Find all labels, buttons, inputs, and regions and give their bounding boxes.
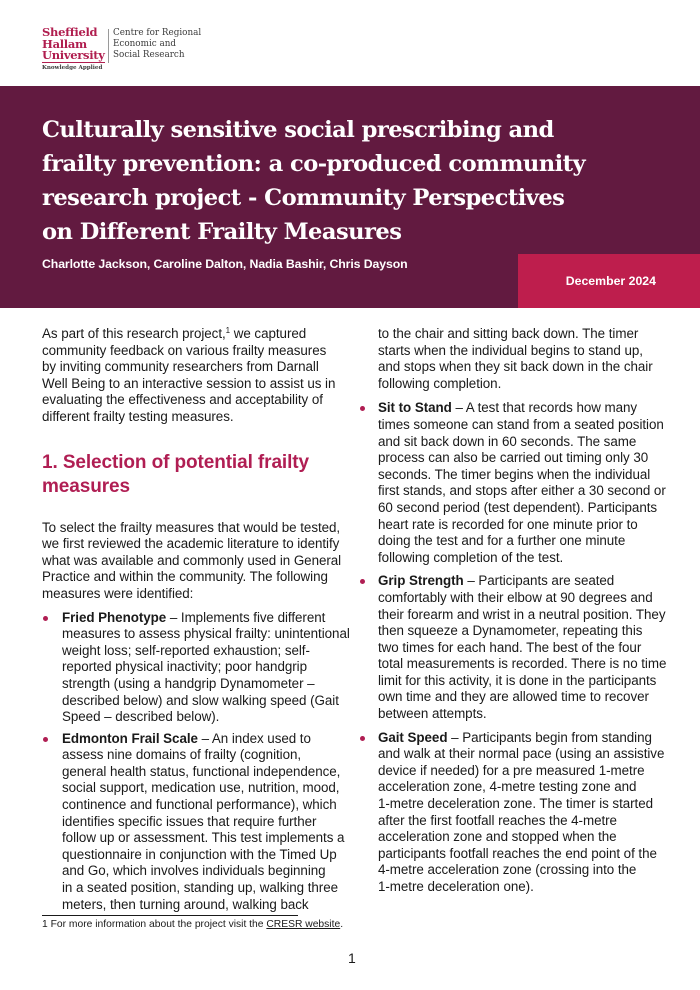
bullet-icon [360,406,365,411]
title-line: research project - Community Perspectives [42,185,565,211]
item-term: Sit to Stand [378,400,452,416]
centre-line: Centre for Regional [113,28,202,38]
item-line: 1-metre deceleration one). [378,879,534,894]
para-line: we first reviewed the academic literature to identify [42,536,340,552]
list-item-grip-strength [378,573,678,722]
footnote-divider [42,915,298,916]
intro-text: As part of this research project, [42,326,226,341]
measures-list [42,609,350,914]
item-line: heart rate is recorded for one minute prior to [378,516,638,532]
item-line: to the chair and sitting back down. The timer [378,326,639,341]
intro-line [42,326,342,343]
item-line: own time and they are allowed time to recover [378,689,649,705]
para-line: Practice and within the community. The following [42,569,328,585]
intro-line: evaluating the effectiveness and acceptability of [42,392,323,408]
bullet-icon [360,579,365,584]
item-line: acceleration zone and stopped when the [378,829,617,845]
item-line: and sit back down in 60 seconds. The same [378,433,637,449]
list-item-fried-phenotype [42,609,350,726]
intro-line: by inviting community researchers from Darnall [42,359,319,375]
bullet-icon [360,736,365,741]
intro-line: community feedback on various frailty measures [42,342,327,358]
page-title [42,113,682,249]
item-text: – A test that records how many [451,400,638,416]
item-line: general health status, functional independence, [62,763,341,779]
item-line: 4-metre acceleration zone (crossing into the [378,862,637,878]
item-line: 1-metre deceleration zone. The timer is started [378,796,654,812]
intro-text: we captured [230,326,307,341]
centre-name [113,28,201,61]
item-line: acceleration zone, 4-metre testing zone and [378,779,637,795]
title-line: frailty prevention: a co-produced community [42,151,586,177]
item-line: identifies specific issues that require further [62,813,317,829]
item-line [378,400,678,417]
item-term: Grip Strength [378,573,464,589]
item-line: measures to assess physical frailty: unintentional [62,626,350,642]
item-line: between attempts. [378,706,487,722]
date-box [518,254,700,308]
bullet-icon [43,737,48,742]
para-line: measures were identified: [42,585,194,601]
item-line: their forearm and wrist in a neutral position. They [378,606,666,622]
intro-line: Well Being to an interactive session to assist us in [42,375,336,391]
logo-line-university: University [42,48,105,62]
item-line: starts when the individual begins to stand up, [378,342,643,358]
item-line: described below) and slow walking speed (Gait [62,692,339,708]
item-line: then squeeze a Dynamometer, repeating this [378,623,643,639]
item-line: limit for this activity, it is done in the participants [378,672,657,688]
title-line: Culturally sensitive social prescribing and [42,117,554,143]
item-line [378,573,678,590]
centre-line: Social Research [113,50,185,60]
item-line: process can also be carried out timing only 30 [378,450,649,466]
item-line: follow up or assessment. This test implements a [62,830,345,846]
logo [42,27,212,77]
section-paragraph [42,520,342,603]
item-line: strength (using a handgrip Dynamometer – [62,675,315,691]
heading-line: 1. Selection of potential frailty [42,451,309,473]
item-line: assess nine domains of frailty (cognition, [62,747,302,763]
logo-tagline: Knowledge Applied [42,65,103,71]
item-line: seconds. The timer begins when the individual [378,466,651,482]
item-text: – Implements five different [166,609,326,625]
para-line: To select the frailty measures that would be tested, [42,519,341,535]
list-item-sit-to-stand [378,400,678,566]
left-column [42,326,350,913]
list-item-edmonton-frail-scale [42,730,345,914]
item-text: – Participants are seated [463,573,615,589]
edmonton-continued [378,326,678,392]
item-term: Edmonton Frail Scale [62,730,198,746]
item-line: 60 second period (test dependent). Participants [378,499,658,515]
publication-date: December 2024 [565,274,656,288]
logo-line-hallam: Hallam [42,36,87,51]
item-line: Speed – described below). [62,709,220,725]
footnote [42,919,343,930]
authors: Charlotte Jackson, Caroline Dalton, Nadia Bashir, Chris Dayson [42,257,408,271]
university-logo-wordmark [42,27,105,63]
footnote-text: 1 For more information about the project visit the [42,919,267,930]
item-line: doing the test and for a further one minute [378,533,626,549]
item-line: total measurements is recorded. There is no time [378,656,667,672]
item-line: questionnaire in conjunction with the Timed Up [62,846,337,862]
item-line: in a seated position, standing up, walking three [62,880,339,896]
item-text: – An index used to [197,730,311,746]
item-text: – Participants begin from standing [447,729,652,745]
intro-line: different frailty testing measures. [42,408,234,424]
item-line: meters, then turning around, walking back [62,896,309,912]
item-line: times someone can stand from a seated position [378,416,664,432]
item-line: and stops when they sit back down in the chair [378,359,653,375]
measures-list-continued [378,400,678,895]
item-line: device if needed) for a pre measured 1-metre [378,762,645,778]
item-line: social support, medication use, nutrition, mood, [62,780,340,796]
item-line [378,730,678,747]
list-item-gait-speed [378,730,678,896]
bullet-icon [43,616,48,621]
logo-divider [108,29,109,63]
para-line: what was available and commonly used in General [42,552,342,568]
item-line: following completion. [378,375,502,391]
item-line: continence and functional performance), which [62,797,337,813]
item-line: and Go, which involves individuals beginning [62,863,326,879]
item-line: weight loss; self-reported exhaustion; self- [62,642,310,658]
footnote-text: . [340,919,344,930]
item-line: reported physical inactivity; poor handgrip [62,659,307,675]
section-heading [42,451,342,499]
logo-line-sheffield: Sheffield [42,25,98,39]
item-line: following completion of the test. [378,549,564,565]
item-line: first stands, and stops after either a 30 second or [378,483,666,499]
item-line: comfortably with their elbow at 90 degrees and [378,589,653,605]
page-number: 1 [348,950,356,966]
intro-paragraph [42,326,342,426]
heading-line: measures [42,475,130,497]
item-line [62,731,342,748]
footnote-ref[interactable]: 1 [225,326,231,335]
item-term: Fried Phenotype [62,609,167,625]
item-line: and walk at their normal pace (using an assistive [378,746,665,762]
centre-line: Economic and [113,39,177,49]
item-line: participants footfall reaches the end point of the [378,845,657,861]
item-line: two times for each hand. The best of the four [378,639,642,655]
item-term: Gait Speed [378,729,448,745]
title-line: on Different Frailty Measures [42,219,402,245]
item-line: after the first footfall reaches the 4-metre [378,812,617,828]
right-column [378,326,678,896]
cresr-website-link[interactable]: CRESR website [266,919,341,930]
item-line [62,610,342,627]
